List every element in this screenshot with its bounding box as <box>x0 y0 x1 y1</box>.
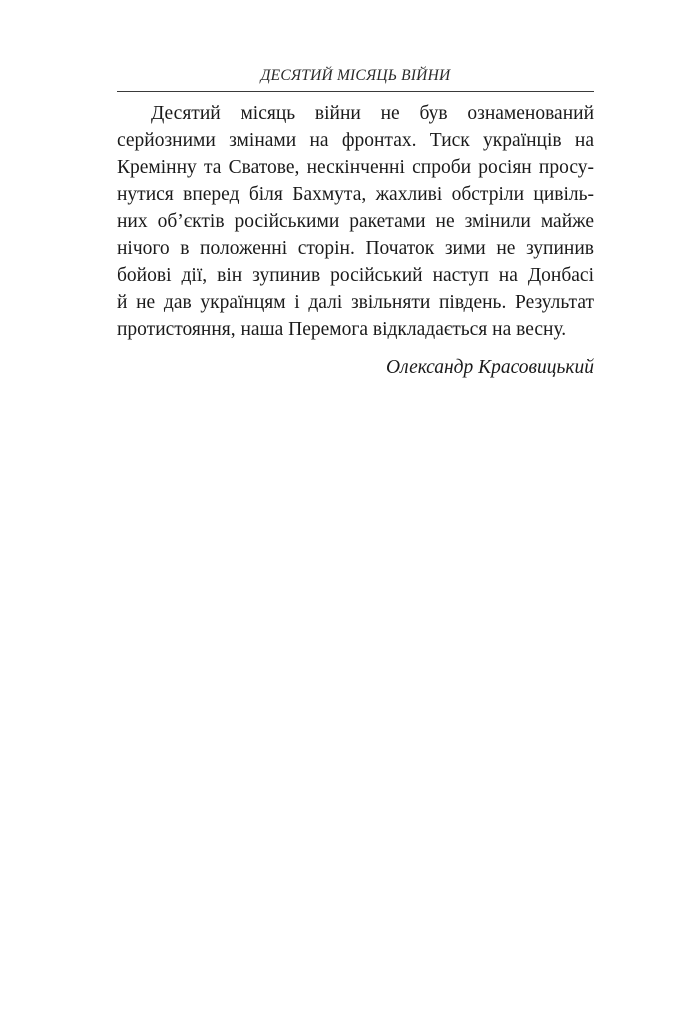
author-signature: Олександр Красовицький <box>386 357 594 378</box>
body-paragraph <box>117 100 594 343</box>
paragraph-line: бойові дії, він зупинив російський наступ на Донбасі <box>117 265 594 286</box>
paragraph-line: нічого в положенні сторін. Початок зими не зупинив <box>117 238 594 259</box>
book-page <box>117 0 594 1024</box>
paragraph-line: й не дав українцям і далі звільняти південь. Результат <box>117 292 594 313</box>
paragraph-line: них об’єктів російськими ракетами не змінили майже <box>117 211 594 232</box>
header-divider <box>117 91 594 92</box>
paragraph-line: нутися вперед біля Бахмута, жахливі обстріли цивіль- <box>117 184 594 205</box>
paragraph-line: серйозними змінами на фронтах. Тиск українців на <box>117 130 594 151</box>
running-head-title: ДЕСЯТИЙ МІСЯЦЬ ВІЙНИ <box>260 67 451 84</box>
paragraph-line: Десятий місяць війни не був ознаменований <box>151 103 594 124</box>
paragraph-line: протистояння, наша Перемога відкладається на весну. <box>117 319 567 340</box>
paragraph-line: Кремінну та Сватове, нескінченні спроби росіян просу- <box>117 157 594 178</box>
